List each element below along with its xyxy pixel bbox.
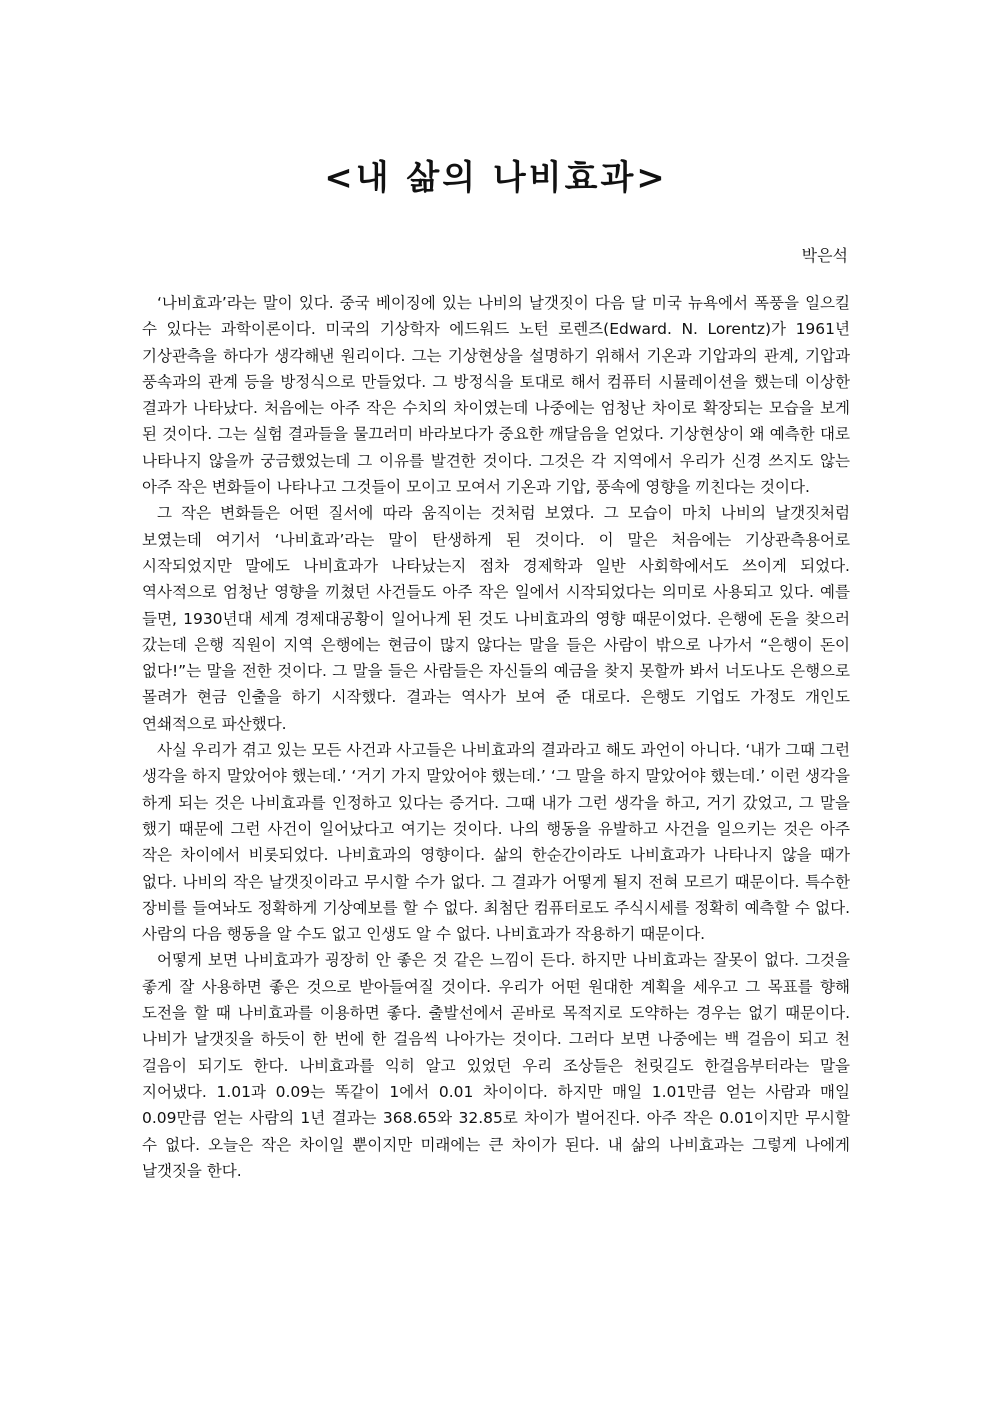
document-title: <내 삶의 나비효과> xyxy=(324,158,668,198)
paragraph: 그 작은 변화들은 어떤 질서에 따라 움직이는 것처럼 보였다. 그 모습이 마치 나비의 날갯짓처럼 보였는데 여기서 ‘나비효과’라는 말이 탄생하게 된 것이다. 이 말은 처음에는 기상관측용어로 시작되었지만 말에도 나비효과가 나타났는지 점차 경제학과 일반 사회학에서도 쓰이게 되었다. 역사적으로 엄청난 영향을 끼쳤던 사건들도 아주 작은 일에서 시작되었다는 의미로 사용되고 있다. 예를 들면, 1930년대 세계 경제대공황이 일어나게 된 것도 나비효과의 영향 때문이었다. 은행에 돈을 찾으러 갔는데 은행 직원이 지역 은행에는 현금이 많지 않다는 말을 들은 사람이 밖으로 나가서 “은행이 돈이 없다!”는 말을 전한 것이다. 그 말을 들은 사람들은 자신들의 예금을 찾지 못할까 봐서 너도나도 은행으로 몰려가 현금 인출을 하기 시작했다. 결과는 역사가 보여 준 대로다. 은행도 기업도 가정도 개인도 연쇄적으로 파산했다. xyxy=(142,504,850,733)
body-text xyxy=(142,290,850,1184)
paragraph: 사실 우리가 겪고 있는 모든 사건과 사고들은 나비효과의 결과라고 해도 과언이 아니다. ‘내가 그때 그런 생각을 하지 말았어야 했는데.’ ‘거기 가지 말았어야 했는데.’ ‘그 말을 하지 말았어야 했는데.’ 이런 생각을 하게 되는 것은 나비효과를 인정하고 있다는 증거다. 그때 내가 그런 생각을 하고, 거기 갔었고, 그 말을 했기 때문에 그런 사건이 일어났다고 여기는 것이다. 나의 행동을 유발하고 사건을 일으키는 것은 아주 작은 차이에서 비롯되었다. 나비효과의 영향이다. 삶의 한순간이라도 나비효과가 나타나지 않을 때가 없다. 나비의 작은 날갯짓이라고 무시할 수가 없다. 그 결과가 어떻게 될지 전혀 모르기 때문이다. 특수한 장비를 들여놔도 정확하게 기상예보를 할 수 없다. 최첨단 컴퓨터로도 주식시세를 정확히 예측할 수 없다. 사람의 다음 행동을 알 수도 없고 인생도 알 수 없다. 나비효과가 작용하기 때문이다. xyxy=(142,741,850,944)
paragraph: ‘나비효과’라는 말이 있다. 중국 베이징에 있는 나비의 날갯짓이 다음 달 미국 뉴욕에서 폭풍을 일으킬 수 있다는 과학이론이다. 미국의 기상학자 에드워드 노턴 로렌즈(Edward. N. Lorentz)가 1961년 기상관측을 하다가 생각해낸 원리이다. 그는 기상현상을 설명하기 위해서 기온과 기압과의 관계, 기압과 풍속과의 관계 등을 방정식으로 만들었다. 그 방정식을 토대로 해서 컴퓨터 시뮬레이션을 했는데 이상한 결과가 나타났다. 처음에는 아주 작은 수치의 차이였는데 나중에는 엄청난 차이로 확장되는 모습을 보게 된 것이다. 그는 실험 결과들을 물끄러미 바라보다가 중요한 깨달음을 얻었다. 기상현상이 왜 예측한 대로 나타나지 않을까 궁금했었는데 그 이유를 발견한 것이다. 그것은 각 지역에서 우리가 신경 쓰지도 않는 아주 작은 변화들이 나타나고 그것들이 모이고 모여서 기온과 기압, 풍속에 영향을 끼친다는 것이다. xyxy=(142,294,850,497)
paragraph: 어떻게 보면 나비효과가 굉장히 안 좋은 것 같은 느낌이 든다. 하지만 나비효과는 잘못이 없다. 그것을 좋게 잘 사용하면 좋은 것으로 받아들여질 것이다. 우리가 어떤 원대한 계획을 세우고 그 목표를 향해 도전을 할 때 나비효과를 이용하면 좋다. 출발선에서 곧바로 목적지로 도약하는 경우는 없기 때문이다. 나비가 날갯짓을 하듯이 한 번에 한 걸음씩 나아가는 것이다. 그러다 보면 나중에는 백 걸음이 되고 천 걸음이 되기도 한다. 나비효과를 익히 알고 있었던 우리 조상들은 천릿길도 한걸음부터라는 말을 지어냈다. 1.01과 0.09는 똑같이 1에서 0.01 차이이다. 하지만 매일 1.01만큼 얻는 사람과 매일 0.09만큼 얻는 사람의 1년 결과는 368.65와 32.85로 차이가 벌어진다. 아주 작은 0.01이지만 무시할 수 없다. 오늘은 작은 차이일 뿐이지만 미래에는 큰 차이가 된다. 내 삶의 나비효과는 그렇게 나에게 날갯짓을 한다. xyxy=(142,951,850,1180)
author-name: 박은석 xyxy=(801,246,848,265)
